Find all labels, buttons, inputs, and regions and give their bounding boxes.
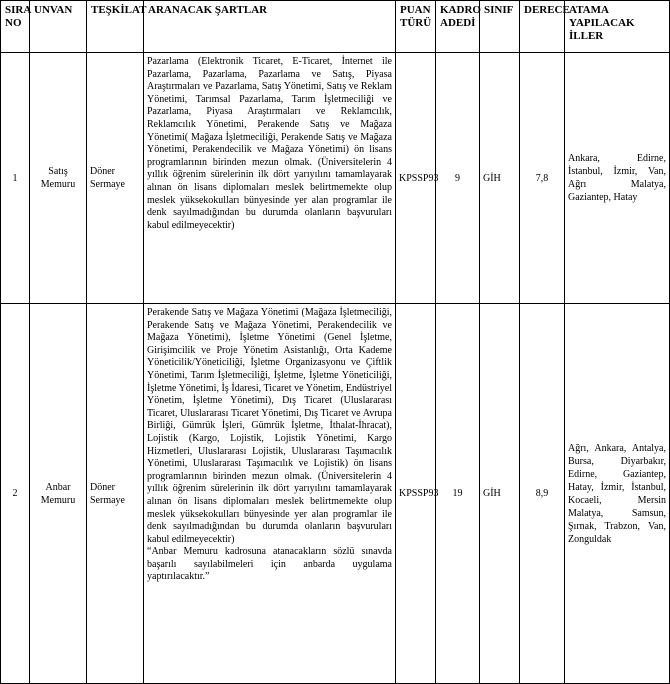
- header-aranacak-sartlar: ARANACAK ŞARTLAR: [144, 1, 396, 53]
- row-teskilat-text: Döner Sermaye: [90, 166, 125, 190]
- row-sinif: GİH: [480, 53, 520, 304]
- row-atama-yapilacak-iller: Ankara, Edirne, İstanbul, İzmir, Van, Ağrı Malatya, Gaziantep, Hatay: [565, 53, 670, 304]
- row-conditions-text: Pazarlama (Elektronik Ticaret, E-Ticaret, İnternet ile Pazarlama, Pazarlama, Pazarlama ve Satış, Piyasa Araştırmaları ve Pazarlama, Satış Yönetimi, Satış ve Reklam Yönetimi, Tarımsal Pazarlama, Tarım İşletmeciliği ve Pazarlama, Piyasa Araştırmaları ve Reklamcılık, Reklamcılık Yönetimi, Perakende Satış ve Mağaza Yönetimi( Mağaza İşletmeciliği, Perakende Satış ve Mağaza Yönetimi, Perakendecilik ve Mağaza Yönetimi) ön lisans programlarının birinden mezun olmak. (Üniversitelerin 4 yıllık öğrenim sürelerinin ilk dört yarıyılını tamamlayarak alınan ön lisans diplomaları meslek belirtmemekte olup meslek yüksekokulları bünyesinde yer alan programlar ile denk sayılmadığından bu durumda olanların başvuruları kabul edilmeyecektir): [147, 56, 392, 231]
- row-teskilat: [87, 304, 144, 684]
- header-kadro-adedi: KADRO ADEDİ: [436, 1, 480, 53]
- header-derece: DERECE: [520, 1, 565, 53]
- row-puan-turu: KPSSP93: [396, 53, 436, 304]
- header-sinif: SINIF: [480, 1, 520, 53]
- row-aranacak-sartlar: [144, 53, 396, 304]
- row-conditions-text: Perakende Satış ve Mağaza Yönetimi (Mağaza İşletmeciliği, Perakende Satış ve Mağaza Yönetimi, Perakendecilik ve Mağaza Yönetimi), İşletme Yönetimi (Genel İşletme, Girişimcilik ve Proje Yönetim Asistanlığı, Orta Kademe Yöneticilik/Yöneticiliği, İşletme Organizasyonu ve Çiftlik Yönetimi, Tarım İşletmeciliği, İşletme, İşletme Yöneticiliği, İşletme Yönetimi, İş İdaresi, Ticaret ve Yönetim, Endüstriyel Yönetim, İşletme Yönetimi), Dış Ticaret (Uluslararası Ticaret, Uluslararası Ticaret Yönetimi, Dış Ticaret ve Avrupa Birliği, Gümrük İşleri, Gümrük İşletme, İthalat-İhracat), Lojistik (Kargo, Lojistik, Lojistik Yönetimi, Kargo Hizmetleri, Uluslararası Lojistik, Uluslararası Taşımacılık Yönetimi, Uluslararası Taşımacılık ve Lojistik) ön lisans programlarının birinden mezun olmak. (Üniversitelerin 4 yıllık öğrenim sürelerinin ilk dört yarıyılını tamamlayarak alınan ön lisans diplomaları meslek belirtmemekte olup meslek yüksekokulları bünyesinde yer alan programlar ile denk sayılmadığından bu durumda olanların başvuruları kabul edilmeyecektir): [147, 307, 392, 545]
- row-teskilat-text: Döner Sermaye: [90, 481, 125, 506]
- header-atama-yapilacak-iller: ATAMA YAPILACAK İLLER: [565, 1, 670, 53]
- table-row: [1, 53, 670, 304]
- row-kadro-adedi: 9: [436, 53, 480, 304]
- header-puan-turu: PUAN TÜRÜ: [396, 1, 436, 53]
- row-unvan: [30, 304, 87, 684]
- row-kadro-adedi: 19: [436, 304, 480, 684]
- table-row: [1, 304, 670, 684]
- row-unvan-text: Anbar Memuru: [40, 481, 76, 506]
- row-puan-turu: KPSSP93: [396, 304, 436, 684]
- row-aranacak-sartlar: [144, 304, 396, 684]
- row-derece: 7,8: [520, 53, 565, 304]
- header-sira-no: SIRA NO: [1, 1, 30, 53]
- row-atama-yapilacak-iller: Ağrı, Ankara, Antalya, Bursa, Diyarbakır, Edirne, Gaziantep, Hatay, İzmir, İstanbul, Kocaeli, Mersin Malatya, Samsun, Şırnak, Trabzon, Van, Zonguldak: [565, 304, 670, 684]
- row-sira-no: 2: [1, 304, 30, 684]
- row-sinif: GİH: [480, 304, 520, 684]
- row-unvan-text: Satış Memuru: [40, 166, 76, 190]
- row-derece: 8,9: [520, 304, 565, 684]
- row-conditions-note: “Anbar Memuru kadrosuna atanacakların sözlü sınavda başarılı sayılabilmeleri için anbarda uygulama yaptırılacaktır.”: [147, 546, 392, 583]
- row-sira-no: 1: [1, 53, 30, 304]
- header-unvan: UNVAN: [30, 1, 87, 53]
- header-row: [1, 1, 670, 53]
- row-teskilat: [87, 53, 144, 304]
- row-unvan: [30, 53, 87, 304]
- header-teskilat: TEŞKİLAT: [87, 1, 144, 53]
